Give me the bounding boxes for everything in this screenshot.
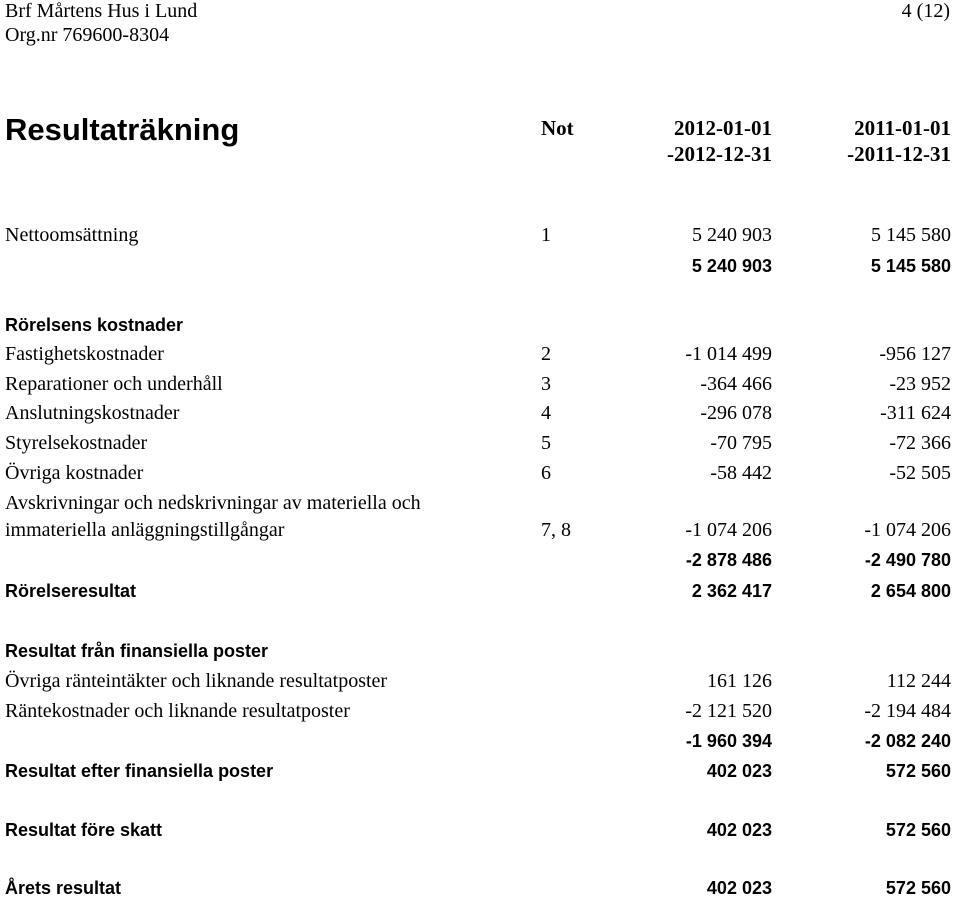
row-note: 3 (541, 373, 551, 395)
page-title: Resultaträkning (5, 112, 240, 147)
row-note: 2 (541, 343, 551, 365)
subtotal-2012: 5 240 903 (691, 256, 772, 276)
value-2011: 5 145 580 (871, 224, 951, 246)
row-label: Räntekostnader och liknande resultatposter (5, 700, 350, 722)
row-label: Årets resultat (5, 878, 122, 898)
value-2011: 2 654 800 (870, 581, 951, 601)
column-header-period-2012-start: 2012-01-01 (674, 116, 772, 140)
row-label: Resultat före skatt (5, 820, 163, 840)
value-2012: -1 074 206 (685, 519, 772, 541)
page-number: 4 (12) (901, 0, 950, 22)
organization-name: Brf Mårtens Hus i Lund (5, 0, 198, 22)
value-2011: 572 560 (885, 878, 951, 898)
organization-number: Org.nr 769600-8304 (5, 24, 170, 46)
row-label: Nettoomsättning (5, 224, 139, 246)
value-2012: 402 023 (706, 878, 772, 898)
row-label: Rörelseresultat (5, 581, 137, 601)
value-2011: -2 194 484 (864, 700, 951, 722)
row-label: Resultat efter finansiella poster (5, 761, 274, 781)
row-label: Anslutningskostnader (5, 402, 180, 424)
subtotal-2011: -2 082 240 (864, 731, 951, 751)
subtotal-2011: 5 145 580 (870, 256, 951, 276)
value-2011: -1 074 206 (864, 519, 951, 541)
column-header-period-2012-end: -2012-12-31 (667, 142, 772, 166)
row-note: 4 (541, 402, 551, 424)
row-note: 5 (541, 432, 551, 454)
value-2011: 112 244 (886, 670, 951, 692)
section-label: Resultat från finansiella poster (5, 641, 269, 661)
row-label: Övriga ränteintäkter och liknande resultatposter (5, 670, 388, 692)
value-2012: -1 014 499 (685, 343, 772, 365)
row-note: 6 (541, 462, 551, 484)
value-2011: -956 127 (879, 343, 951, 365)
value-2011: 572 560 (885, 761, 951, 781)
row-label: Reparationer och underhåll (5, 373, 223, 395)
row-note: 7, 8 (541, 519, 571, 541)
value-2012: 402 023 (706, 820, 772, 840)
value-2011: -311 624 (880, 402, 951, 424)
value-2012: -364 466 (700, 373, 772, 395)
column-header-period-2011-end: -2011-12-31 (847, 142, 951, 166)
value-2012: -296 078 (700, 402, 772, 424)
row-label: Styrelsekostnader (5, 432, 148, 454)
value-2012: -2 121 520 (685, 700, 772, 722)
subtotal-2012: -1 960 394 (685, 731, 772, 751)
row-label: Fastighetskostnader (5, 343, 164, 365)
row-note: 1 (541, 224, 551, 246)
value-2012: 161 126 (707, 670, 772, 692)
value-2012: 2 362 417 (691, 581, 772, 601)
value-2012: -58 442 (710, 462, 772, 484)
column-header-period-2011-start: 2011-01-01 (854, 116, 951, 140)
value-2011: -23 952 (889, 373, 951, 395)
value-2012: -70 795 (710, 432, 772, 454)
value-2012: 402 023 (706, 761, 772, 781)
row-label: Övriga kostnader (5, 462, 144, 484)
value-2011: -72 366 (889, 432, 951, 454)
section-label: Rörelsens kostnader (5, 315, 184, 335)
subtotal-2012: -2 878 486 (685, 550, 772, 570)
row-label-continued: immateriella anläggningstillgångar (5, 519, 285, 541)
subtotal-2011: -2 490 780 (864, 550, 951, 570)
value-2011: 572 560 (885, 820, 951, 840)
value-2012: 5 240 903 (692, 224, 772, 246)
column-header-not: Not (541, 116, 574, 140)
value-2011: -52 505 (889, 462, 951, 484)
row-label: Avskrivningar och nedskrivningar av materiella och (5, 492, 421, 514)
